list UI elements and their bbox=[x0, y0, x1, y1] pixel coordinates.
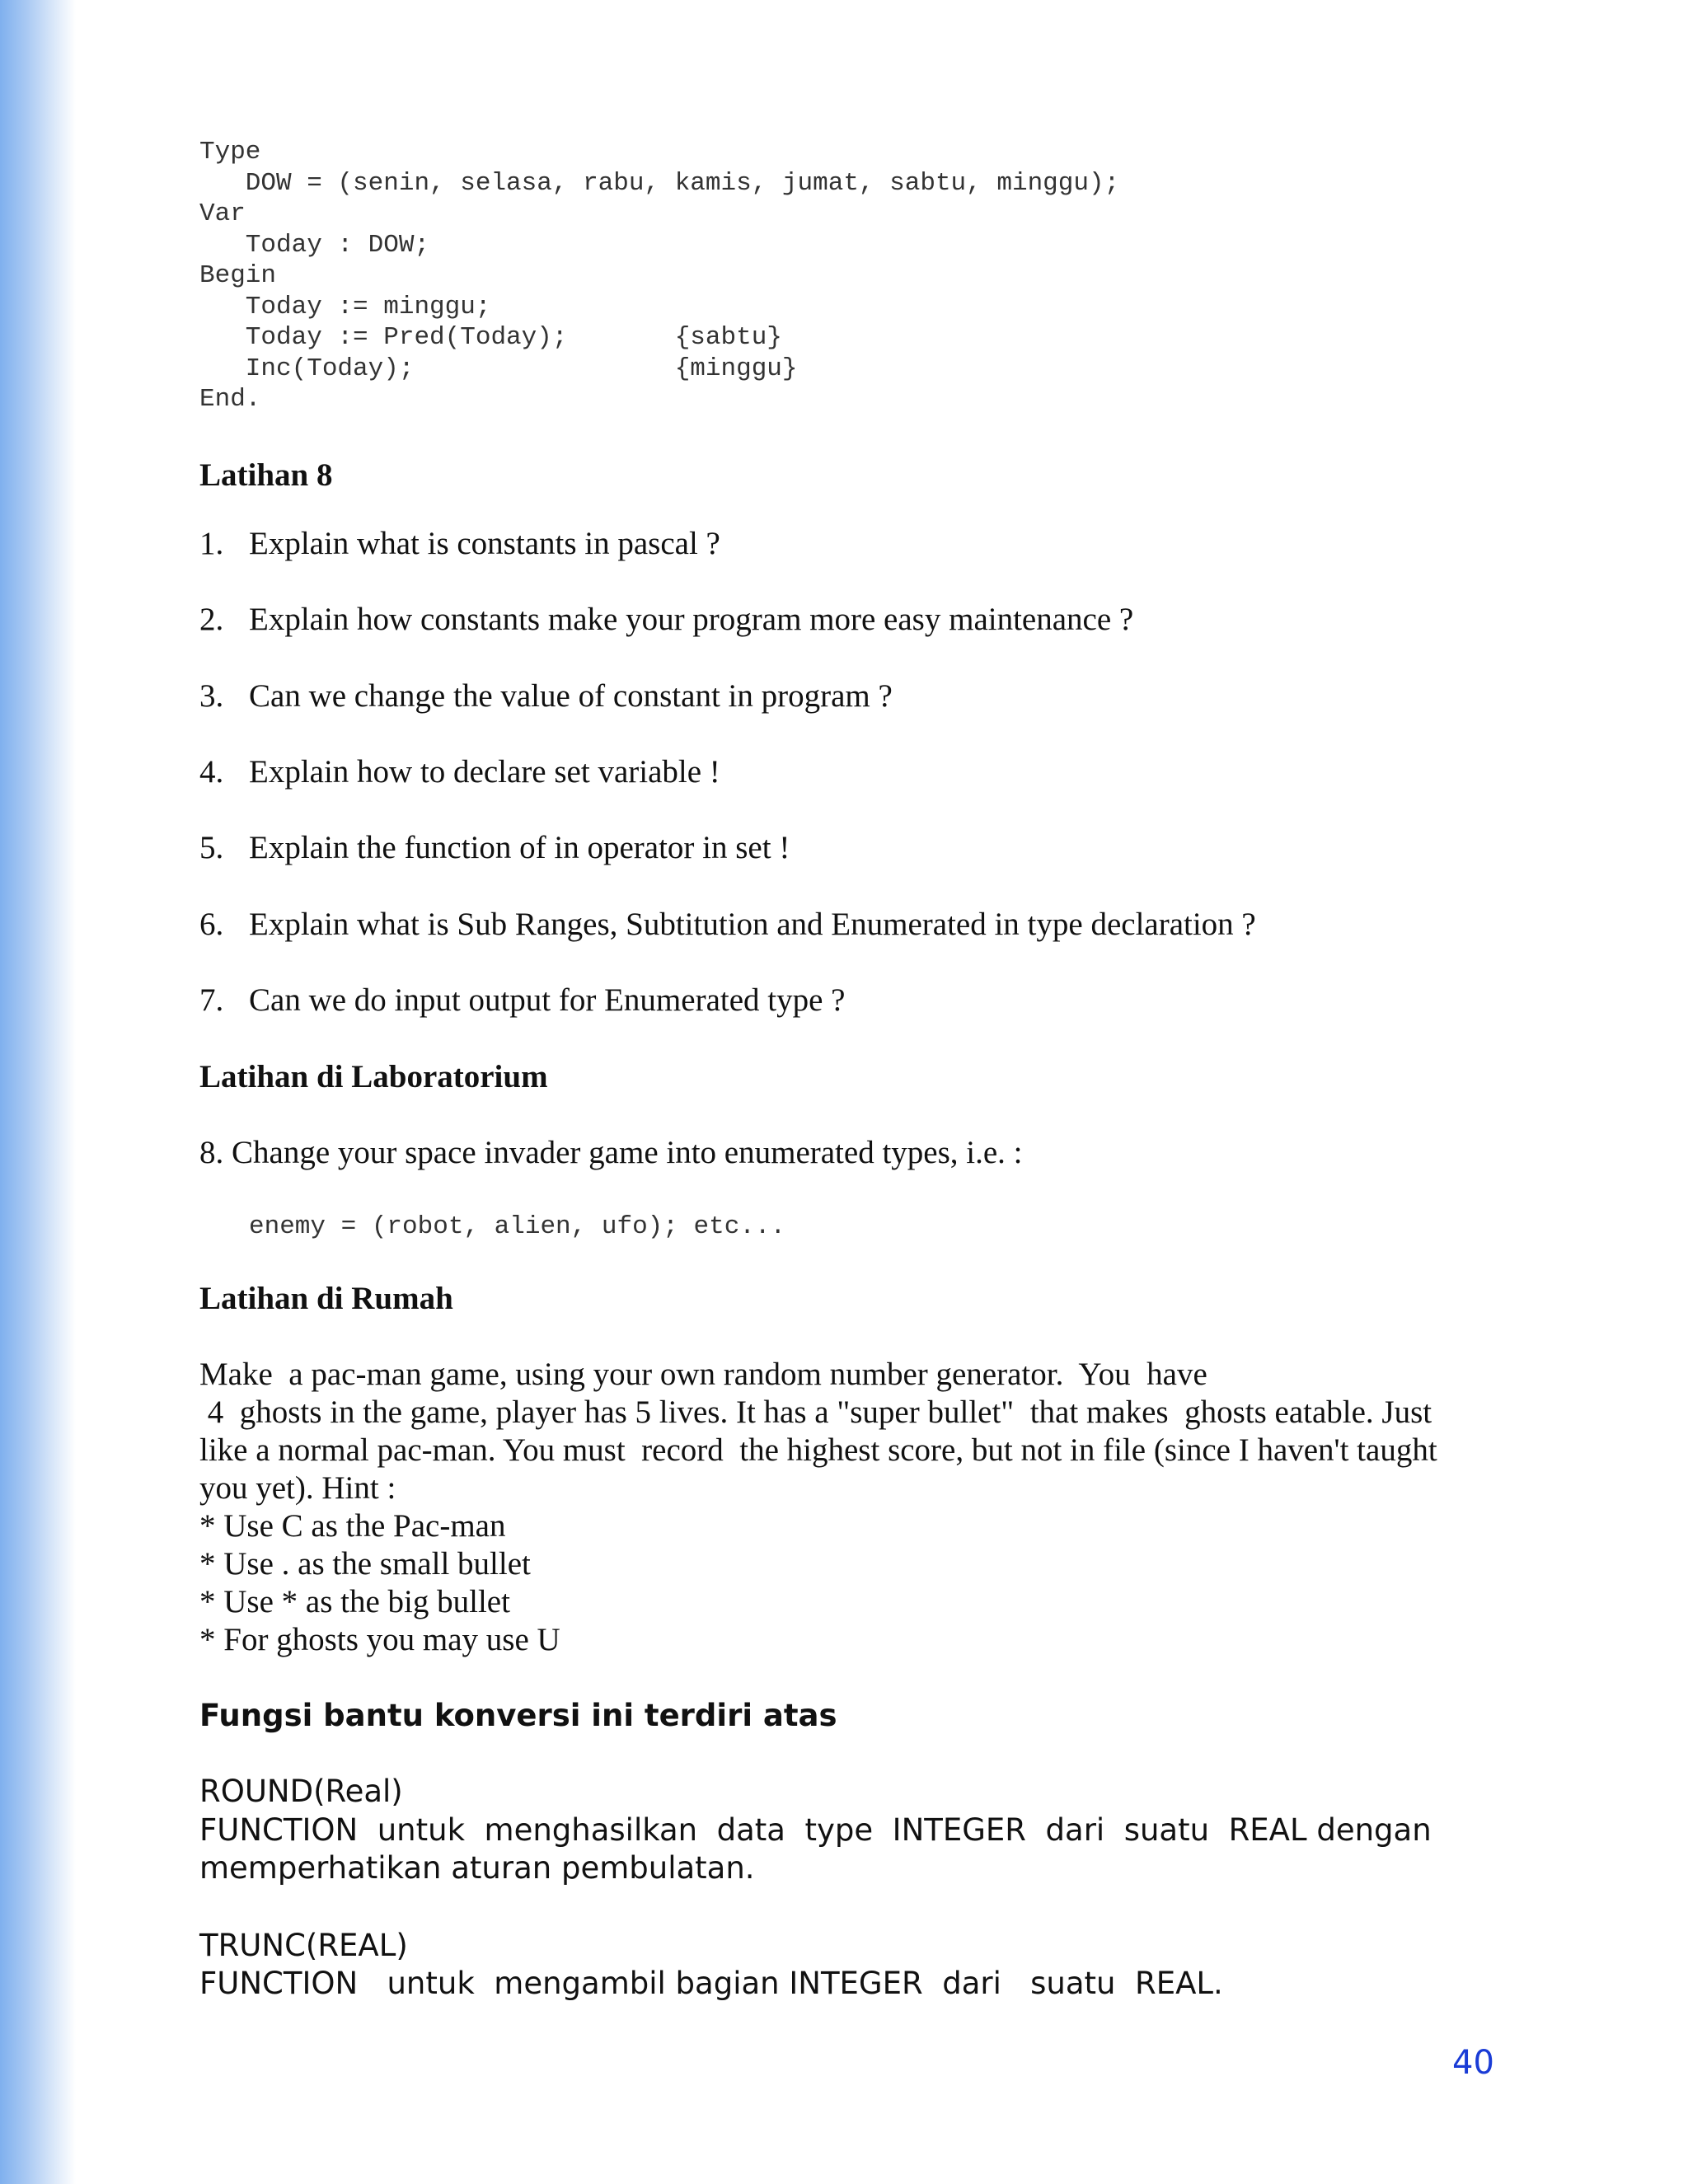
question-item bbox=[199, 525, 720, 563]
question-number: 4. bbox=[199, 754, 224, 790]
question-text: Can we do input output for Enumerated type ? bbox=[249, 982, 846, 1018]
question-text: Explain what is constants in pascal ? bbox=[249, 526, 720, 561]
question-item bbox=[199, 677, 893, 715]
question-text: Explain how to declare set variable ! bbox=[249, 754, 720, 790]
question-item bbox=[199, 829, 790, 867]
question-number: 5. bbox=[199, 830, 224, 865]
function-name-round: ROUND(Real) bbox=[199, 1774, 403, 1809]
lab-task-text: 8. Change your space invader game into enumerated types, i.e. : bbox=[199, 1135, 1023, 1170]
function-description: memperhatikan aturan pembulatan. bbox=[199, 1850, 755, 1886]
lab-code-line: enemy = (robot, alien, ufo); etc... bbox=[249, 1212, 786, 1241]
page-number: 40 bbox=[1452, 2044, 1494, 2082]
code-line: Today := Pred(Today); {sabtu} bbox=[199, 323, 782, 352]
question-number: 6. bbox=[199, 907, 224, 942]
question-number: 3. bbox=[199, 678, 224, 714]
code-line: Inc(Today); {minggu} bbox=[199, 354, 798, 383]
question-number: 1. bbox=[199, 526, 224, 561]
question-text: Can we change the value of constant in program ? bbox=[249, 678, 893, 714]
hint-line: * Use * as the big bullet bbox=[199, 1584, 510, 1619]
hint-line: * Use . as the small bullet bbox=[199, 1546, 531, 1582]
paragraph-line: Make a pac-man game, using your own random number generator. You have bbox=[199, 1357, 1207, 1392]
code-line: Var bbox=[199, 199, 246, 228]
section-heading-laboratorium: Latihan di Laboratorium bbox=[199, 1059, 548, 1094]
section-heading-konversi: Fungsi bantu konversi ini terdiri atas bbox=[199, 1698, 837, 1733]
question-item bbox=[199, 601, 1133, 639]
question-text: Explain how constants make your program more easy maintenance ? bbox=[249, 602, 1134, 637]
page-side-gradient-bar bbox=[0, 0, 76, 2184]
function-description: FUNCTION untuk menghasilkan data type INTEGER dari suatu REAL dengan bbox=[199, 1812, 1432, 1848]
code-line: Today := minggu; bbox=[199, 293, 491, 321]
code-line: End. bbox=[199, 385, 261, 414]
function-description: FUNCTION untuk mengambil bagian INTEGER dari suatu REAL. bbox=[199, 1966, 1223, 2001]
question-item bbox=[199, 906, 1256, 944]
question-number: 7. bbox=[199, 982, 224, 1018]
section-heading-latihan-8: Latihan 8 bbox=[199, 457, 333, 493]
question-item bbox=[199, 982, 845, 1019]
code-line: DOW = (senin, selasa, rabu, kamis, jumat, sabtu, minggu); bbox=[199, 169, 1120, 198]
function-name-trunc: TRUNC(REAL) bbox=[199, 1928, 408, 1963]
question-item bbox=[199, 753, 720, 791]
hint-line: * For ghosts you may use U bbox=[199, 1622, 560, 1657]
hint-line: * Use C as the Pac-man bbox=[199, 1508, 506, 1544]
section-heading-rumah: Latihan di Rumah bbox=[199, 1281, 453, 1316]
question-text: Explain the function of in operator in set ! bbox=[249, 830, 790, 865]
question-number: 2. bbox=[199, 602, 224, 637]
code-line: Begin bbox=[199, 261, 277, 290]
question-text: Explain what is Sub Ranges, Subtitution and Enumerated in type declaration ? bbox=[249, 907, 1256, 942]
code-line: Today : DOW; bbox=[199, 231, 430, 260]
paragraph-line: like a normal pac-man. You must record the highest score, but not in file (since I haven't taught bbox=[199, 1432, 1437, 1468]
code-line: Type bbox=[199, 138, 261, 166]
paragraph-line: you yet). Hint : bbox=[199, 1470, 396, 1506]
paragraph-line: 4 ghosts in the game, player has 5 lives. It has a "super bullet" that makes ghosts eatable. Just bbox=[199, 1394, 1432, 1430]
